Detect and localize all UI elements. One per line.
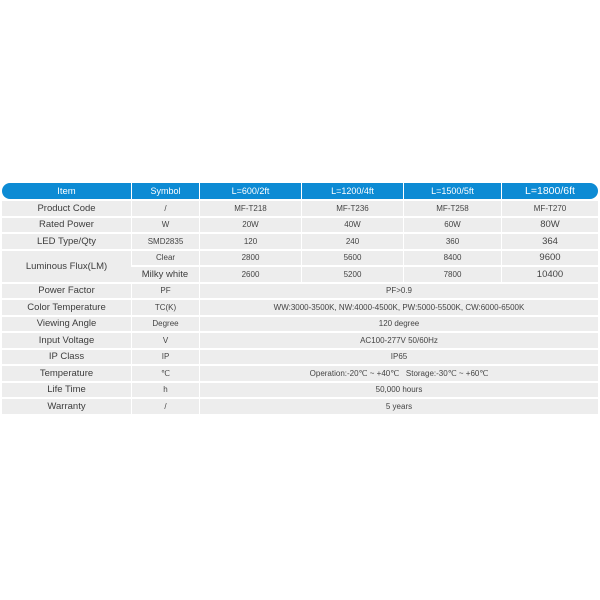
- cell-value: 7800: [403, 267, 501, 282]
- cell-value: 8400: [403, 251, 501, 266]
- cell-value: WW:3000-3500K, NW:4000-4500K, PW:5000-5500K, CW:6000-6500K: [199, 300, 598, 315]
- cell-value: 360: [403, 234, 501, 249]
- cell-value: 5 years: [199, 399, 598, 414]
- row-luminous-flux-clear: [2, 251, 598, 266]
- row-product-code: [2, 201, 598, 216]
- row-label: Viewing Angle: [2, 317, 131, 332]
- row-label: LED Type/Qty: [2, 234, 131, 249]
- cell-value: MF-T236: [301, 201, 403, 216]
- cell-value: 40W: [301, 218, 403, 233]
- row-life-time: [2, 383, 598, 398]
- cell-value: IP65: [199, 350, 598, 365]
- row-label: IP Class: [2, 350, 131, 365]
- header-row: [2, 183, 598, 199]
- row-rated-power: [2, 218, 598, 233]
- row-symbol: Milky white: [131, 267, 199, 282]
- cell-value: PF>0.9: [199, 284, 598, 299]
- cell-value: 120 degree: [199, 317, 598, 332]
- row-ip-class: [2, 350, 598, 365]
- cell-value: 9600: [501, 251, 598, 266]
- cell-value: 240: [301, 234, 403, 249]
- cell-value: 60W: [403, 218, 501, 233]
- row-symbol: TC(K): [131, 300, 199, 315]
- cell-value: Operation:-20℃ ~ +40℃ Storage:-30℃ ~ +60℃: [199, 366, 598, 381]
- row-label: Product Code: [2, 201, 131, 216]
- cell-value: 80W: [501, 218, 598, 233]
- cell-value: 364: [501, 234, 598, 249]
- row-symbol: /: [131, 399, 199, 414]
- header-model-1500: L=1500/5ft: [403, 183, 501, 199]
- row-label: Color Temperature: [2, 300, 131, 315]
- cell-value: 10400: [501, 267, 598, 282]
- row-label: Input Voltage: [2, 333, 131, 348]
- spec-table: [2, 181, 598, 416]
- cell-value: 50,000 hours: [199, 383, 598, 398]
- row-label: Luminous Flux(LM): [2, 251, 131, 282]
- header-item: Item: [2, 183, 131, 199]
- header-symbol: Symbol: [131, 183, 199, 199]
- row-label: Rated Power: [2, 218, 131, 233]
- header-model-1800: L=1800/6ft: [501, 183, 598, 199]
- cell-value: 2600: [199, 267, 301, 282]
- row-symbol: IP: [131, 350, 199, 365]
- row-power-factor: [2, 284, 598, 299]
- row-symbol: ℃: [131, 366, 199, 381]
- row-symbol: W: [131, 218, 199, 233]
- row-symbol: SMD2835: [131, 234, 199, 249]
- row-label: Power Factor: [2, 284, 131, 299]
- row-symbol: /: [131, 201, 199, 216]
- cell-value: 120: [199, 234, 301, 249]
- row-symbol: Degree: [131, 317, 199, 332]
- cell-value: 5600: [301, 251, 403, 266]
- row-symbol: PF: [131, 284, 199, 299]
- row-symbol: h: [131, 383, 199, 398]
- header-model-600: L=600/2ft: [199, 183, 301, 199]
- header-model-1200: L=1200/4ft: [301, 183, 403, 199]
- row-label: Life Time: [2, 383, 131, 398]
- row-led-type: [2, 234, 598, 249]
- row-warranty: [2, 399, 598, 414]
- cell-value: 5200: [301, 267, 403, 282]
- row-symbol: Clear: [131, 251, 199, 266]
- row-temperature: [2, 366, 598, 381]
- row-input-voltage: [2, 333, 598, 348]
- cell-value: 20W: [199, 218, 301, 233]
- row-viewing-angle: [2, 317, 598, 332]
- cell-value: MF-T218: [199, 201, 301, 216]
- row-label: Temperature: [2, 366, 131, 381]
- row-symbol: V: [131, 333, 199, 348]
- row-color-temperature: [2, 300, 598, 315]
- cell-value: AC100-277V 50/60Hz: [199, 333, 598, 348]
- row-label: Warranty: [2, 399, 131, 414]
- cell-value: MF-T270: [501, 201, 598, 216]
- cell-value: 2800: [199, 251, 301, 266]
- cell-value: MF-T258: [403, 201, 501, 216]
